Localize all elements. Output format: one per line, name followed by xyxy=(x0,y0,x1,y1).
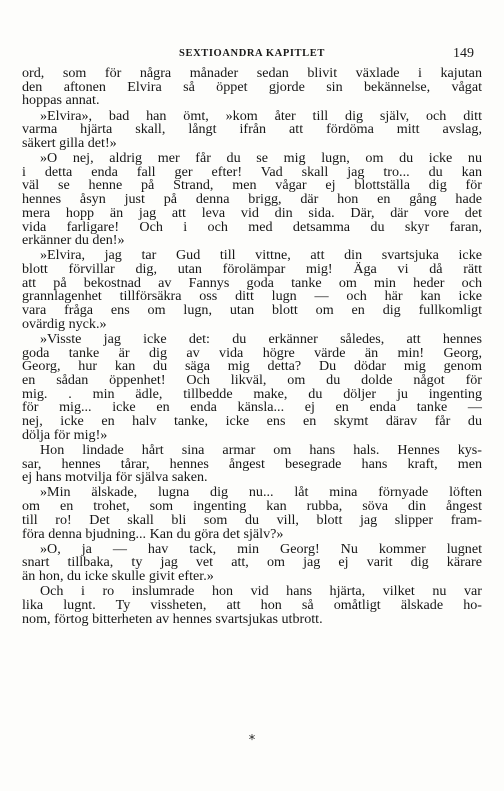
text-line: nom, förtog bitterheten av hennes svartsjukas utbrott. xyxy=(22,610,323,627)
text-line: om en trohet, som ingenting kan rubba, söva din ångest xyxy=(22,498,482,515)
text-line: goda tanke är dig av vida högre värde än min! Georg, xyxy=(22,344,482,361)
text-line: »Elvira, jag tar Gud till vittne, att din svartsjuka icke xyxy=(40,247,482,264)
page-header xyxy=(22,46,482,66)
text-line: Georg, hur kan du säga mig detta? Du dödar mig genom xyxy=(22,358,482,375)
text-line: vara fråga ens om lugn, utan blott om en dig fullkomligt xyxy=(22,302,482,319)
paragraph xyxy=(22,441,482,486)
text-line: »O, ja — hav tack, min Georg! Nu kommer lugnet xyxy=(40,540,482,557)
text-line: väl se henne på Strand, men vågar ej blottställa dig för xyxy=(22,177,482,194)
text-line: i detta enda fall ger efter! Vad skall jag tro... du kan xyxy=(22,163,482,180)
paragraph xyxy=(22,152,482,248)
paragraph xyxy=(22,486,482,541)
text-line: en sådan öppenhet! Och likväl, om du dolde något för xyxy=(22,372,482,389)
text-line: Hon lindade hårt sina armar om hans hals. Hennes kys- xyxy=(40,441,482,458)
paragraph xyxy=(22,107,482,151)
paragraph xyxy=(22,67,482,108)
text-line: blott förvillar dig, utan förolämpar mig! Äga vi då rätt xyxy=(22,261,482,278)
text-line: »Min älskade, lugna dig nu... låt mina förnyade löften xyxy=(40,484,482,501)
text-line: ord, som för några månader sedan blivit växlade i kajutan xyxy=(22,65,482,81)
text-line: »O nej, aldrig mer får du se mig lugn, om du icke nu xyxy=(40,150,482,166)
text-line: »Elvira», bad han ömt, »kom åter till dig själv, och ditt xyxy=(40,107,482,124)
paragraph xyxy=(22,540,482,585)
text-line: till ro! Det skall bli som du vill, blott jag slipper fram- xyxy=(22,511,482,528)
text-line: hoppas annat. xyxy=(22,92,100,109)
text-line: sar, hennes tårar, hennes ångest besegrade hans kraft, men xyxy=(22,455,482,472)
chapter-text xyxy=(22,67,482,628)
paragraph xyxy=(22,330,482,443)
text-line: erkänner du den!» xyxy=(22,232,125,249)
text-line: att på bekostnad av Fannys goda tanke om min heder och xyxy=(22,274,482,291)
text-line: än hon, du icke skulle givit efter.» xyxy=(22,568,214,585)
text-line: snart tillbaka, ty jag vet att, om jag ej varit dig kärare xyxy=(22,554,482,571)
text-line: ej hans motvilja för själva saken. xyxy=(22,469,208,486)
text-line: föra denna bjudning... Kan du göra det själv?» xyxy=(22,525,284,542)
text-line: mera hopp än jag att leva vid din sida. Där, där vore det xyxy=(22,204,482,221)
text-line: Och i ro inslumrade hon vid hans hjärta, vilket nu var xyxy=(40,583,482,600)
text-line: dölja för mig!» xyxy=(22,426,108,443)
text-line: varma hjärta skall, långt ifrån att fördöma mitt avslag, xyxy=(22,121,482,138)
text-line: grannlagenhet tillförsäkra oss ditt lugn — och här kan icke xyxy=(22,288,482,305)
text-line: »Visste jag icke det: du erkänner således, att hennes xyxy=(40,330,482,347)
paragraph xyxy=(22,249,482,331)
text-line: nej, icke en halv tanke, icke ens en skymt därav får du xyxy=(22,413,482,430)
text-line: lika lugnt. Ty vissheten, att hon så omåtligt älskade ho- xyxy=(22,596,482,613)
text-line: hennes åsyn just på denna brigg, där hon en gång hade xyxy=(22,191,482,208)
text-line: vida farligare! Och i och med detsamma du skyr faran, xyxy=(22,218,482,235)
text-line: mig. . min ädle, tillbedde make, du döljer ju ingenting xyxy=(22,385,482,402)
text-line: den aftonen Elvira så öppet gjorde sin bekännelse, vågat xyxy=(22,78,482,95)
paragraph xyxy=(22,585,482,626)
text-line: ovärdig nyck.» xyxy=(22,315,107,332)
page-number: 149 xyxy=(453,46,474,61)
text-line: säkert gilla det!» xyxy=(22,134,117,151)
text-line: för mig... icke en enda känsla... ej en enda tanke — xyxy=(22,399,482,416)
section-end-ornament: * xyxy=(248,733,256,748)
running-title: SEXTIOANDRA KAPITLET xyxy=(179,48,325,59)
